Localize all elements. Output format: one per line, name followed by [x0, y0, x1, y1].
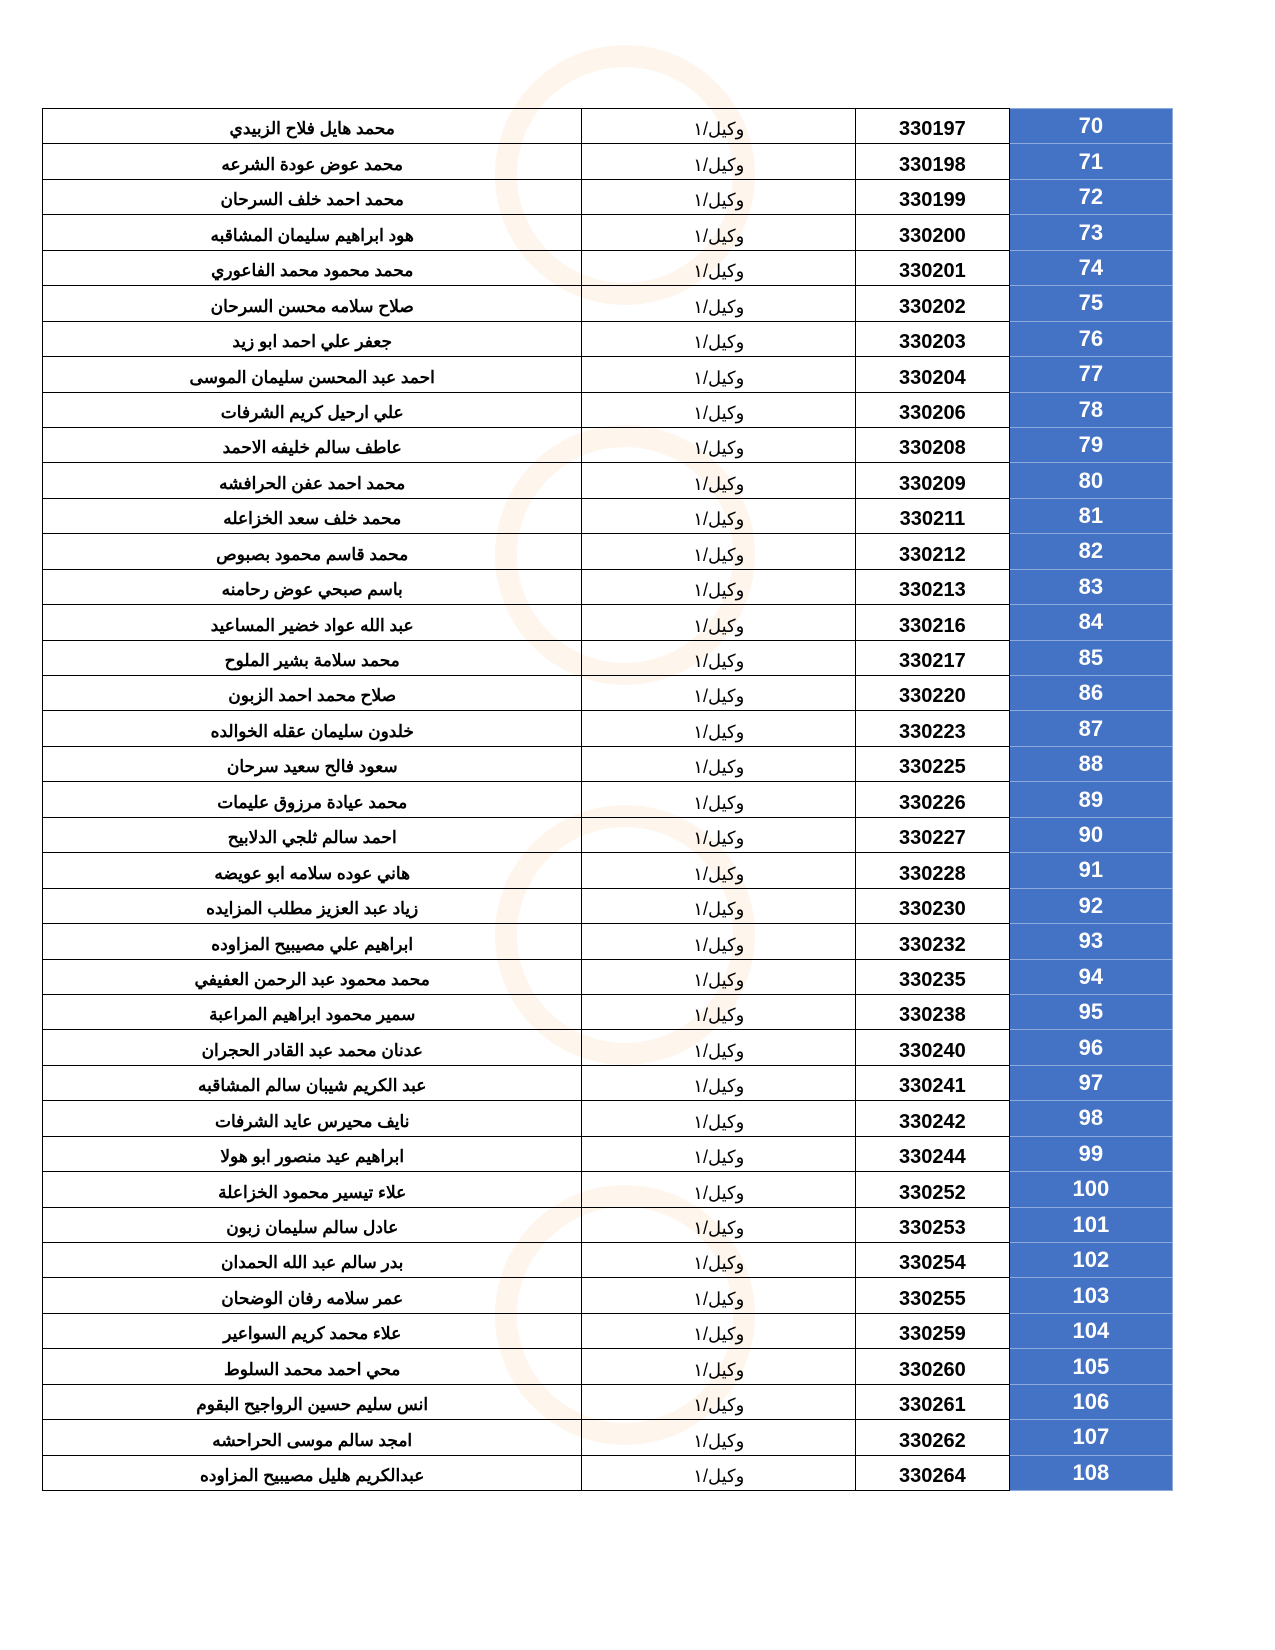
table-row — [43, 605, 1173, 640]
table-row — [43, 215, 1173, 250]
number-cell: 89 — [1009, 782, 1172, 817]
name-cell: محمد خلف سعد الخزاعله — [43, 498, 582, 533]
table-row — [43, 1278, 1173, 1313]
role-cell: وكيل/١ — [582, 676, 856, 711]
role-cell: وكيل/١ — [582, 534, 856, 569]
id-cell: 330241 — [856, 1065, 1010, 1100]
number-cell: 104 — [1009, 1313, 1172, 1348]
name-cell: امجد سالم موسى الحراحشه — [43, 1420, 582, 1455]
table-row — [43, 109, 1173, 144]
number-cell: 100 — [1009, 1172, 1172, 1207]
number-cell: 85 — [1009, 640, 1172, 675]
id-cell: 330204 — [856, 357, 1010, 392]
number-cell: 101 — [1009, 1207, 1172, 1242]
number-cell: 108 — [1009, 1455, 1172, 1490]
number-cell: 107 — [1009, 1420, 1172, 1455]
name-cell: نايف محيرس عايد الشرفات — [43, 1101, 582, 1136]
name-cell: عمر سلامه رفان الوضحان — [43, 1278, 582, 1313]
number-cell: 77 — [1009, 357, 1172, 392]
id-cell: 330213 — [856, 569, 1010, 604]
name-cell: خلدون سليمان عقله الخوالده — [43, 711, 582, 746]
id-cell: 330198 — [856, 144, 1010, 179]
table-row — [43, 746, 1173, 781]
number-cell: 86 — [1009, 676, 1172, 711]
table-row — [43, 463, 1173, 498]
name-cell: عدنان محمد عبد القادر الحجران — [43, 1030, 582, 1065]
id-cell: 330206 — [856, 392, 1010, 427]
number-cell: 73 — [1009, 215, 1172, 250]
role-cell: وكيل/١ — [582, 924, 856, 959]
number-cell: 99 — [1009, 1136, 1172, 1171]
table-row — [43, 357, 1173, 392]
id-cell: 330202 — [856, 286, 1010, 321]
role-cell: وكيل/١ — [582, 357, 856, 392]
id-cell: 330226 — [856, 782, 1010, 817]
id-cell: 330232 — [856, 924, 1010, 959]
id-cell: 330261 — [856, 1384, 1010, 1419]
role-cell: وكيل/١ — [582, 1065, 856, 1100]
table-row — [43, 711, 1173, 746]
number-cell: 81 — [1009, 498, 1172, 533]
role-cell: وكيل/١ — [582, 109, 856, 144]
role-cell: وكيل/١ — [582, 1313, 856, 1348]
role-cell: وكيل/١ — [582, 605, 856, 640]
name-cell: علاء محمد كريم السواعير — [43, 1313, 582, 1348]
number-cell: 90 — [1009, 817, 1172, 852]
name-cell: احمد سالم ثلجي الدلابيح — [43, 817, 582, 852]
number-cell: 78 — [1009, 392, 1172, 427]
id-cell: 330242 — [856, 1101, 1010, 1136]
id-cell: 330220 — [856, 676, 1010, 711]
number-cell: 83 — [1009, 569, 1172, 604]
role-cell: وكيل/١ — [582, 392, 856, 427]
table-row — [43, 1313, 1173, 1348]
number-cell: 74 — [1009, 250, 1172, 285]
name-cell: محمد محمود عبد الرحمن العفيفي — [43, 959, 582, 994]
role-cell: وكيل/١ — [582, 817, 856, 852]
role-cell: وكيل/١ — [582, 1207, 856, 1242]
name-cell: هاني عوده سلامه ابو عويضه — [43, 853, 582, 888]
number-cell: 106 — [1009, 1384, 1172, 1419]
role-cell: وكيل/١ — [582, 1136, 856, 1171]
id-cell: 330212 — [856, 534, 1010, 569]
id-cell: 330225 — [856, 746, 1010, 781]
number-cell: 87 — [1009, 711, 1172, 746]
table-row — [43, 676, 1173, 711]
role-cell: وكيل/١ — [582, 959, 856, 994]
id-cell: 330253 — [856, 1207, 1010, 1242]
name-cell: عبدالكريم هليل مصيبيح المزاوده — [43, 1455, 582, 1490]
table-row — [43, 782, 1173, 817]
role-cell: وكيل/١ — [582, 640, 856, 675]
number-cell: 95 — [1009, 994, 1172, 1029]
role-cell: وكيل/١ — [582, 286, 856, 321]
name-cell: علاء تيسير محمود الخزاعلة — [43, 1172, 582, 1207]
name-cell: عبد الله عواد خضير المساعيد — [43, 605, 582, 640]
number-cell: 70 — [1009, 109, 1172, 144]
table-row — [43, 1172, 1173, 1207]
name-cell: محمد سلامة بشير الملوح — [43, 640, 582, 675]
table-row — [43, 1243, 1173, 1278]
number-cell: 98 — [1009, 1101, 1172, 1136]
name-cell: احمد عبد المحسن سليمان الموسى — [43, 357, 582, 392]
number-cell: 92 — [1009, 888, 1172, 923]
name-cell: سمير محمود ابراهيم المراعبة — [43, 994, 582, 1029]
name-cell: محمد عيادة مرزوق عليمات — [43, 782, 582, 817]
name-cell: محمد احمد عفن الحرافشه — [43, 463, 582, 498]
id-cell: 330255 — [856, 1278, 1010, 1313]
name-cell: عادل سالم سليمان زبون — [43, 1207, 582, 1242]
role-cell: وكيل/١ — [582, 498, 856, 533]
role-cell: وكيل/١ — [582, 463, 856, 498]
id-cell: 330199 — [856, 179, 1010, 214]
id-cell: 330260 — [856, 1349, 1010, 1384]
role-cell: وكيل/١ — [582, 888, 856, 923]
role-cell: وكيل/١ — [582, 711, 856, 746]
number-cell: 94 — [1009, 959, 1172, 994]
table-body — [43, 109, 1173, 1491]
id-cell: 330235 — [856, 959, 1010, 994]
table-row — [43, 427, 1173, 462]
id-cell: 330230 — [856, 888, 1010, 923]
table-row — [43, 924, 1173, 959]
table-row — [43, 250, 1173, 285]
id-cell: 330211 — [856, 498, 1010, 533]
number-cell: 93 — [1009, 924, 1172, 959]
table-row — [43, 569, 1173, 604]
role-cell: وكيل/١ — [582, 1384, 856, 1419]
id-cell: 330209 — [856, 463, 1010, 498]
number-cell: 105 — [1009, 1349, 1172, 1384]
number-cell: 79 — [1009, 427, 1172, 462]
id-cell: 330262 — [856, 1420, 1010, 1455]
number-cell: 71 — [1009, 144, 1172, 179]
table-row — [43, 1101, 1173, 1136]
table-row — [43, 1065, 1173, 1100]
number-cell: 96 — [1009, 1030, 1172, 1065]
number-cell: 102 — [1009, 1243, 1172, 1278]
name-cell: علي ارحيل كريم الشرفات — [43, 392, 582, 427]
table-row — [43, 321, 1173, 356]
id-cell: 330203 — [856, 321, 1010, 356]
role-cell: وكيل/١ — [582, 1349, 856, 1384]
number-cell: 97 — [1009, 1065, 1172, 1100]
table-row — [43, 817, 1173, 852]
table-row — [43, 392, 1173, 427]
name-cell: محمد احمد خلف السرحان — [43, 179, 582, 214]
id-cell: 330216 — [856, 605, 1010, 640]
role-cell: وكيل/١ — [582, 1455, 856, 1490]
id-cell: 330252 — [856, 1172, 1010, 1207]
number-cell: 75 — [1009, 286, 1172, 321]
number-cell: 84 — [1009, 605, 1172, 640]
name-cell: صلاح محمد احمد الزبون — [43, 676, 582, 711]
personnel-table — [42, 108, 1173, 1491]
name-cell: محي احمد محمد السلوط — [43, 1349, 582, 1384]
id-cell: 330240 — [856, 1030, 1010, 1065]
table-row — [43, 640, 1173, 675]
table-row — [43, 498, 1173, 533]
number-cell: 88 — [1009, 746, 1172, 781]
role-cell: وكيل/١ — [582, 215, 856, 250]
name-cell: محمد محمود محمد الفاعوري — [43, 250, 582, 285]
name-cell: عبد الكريم شيبان سالم المشاقبه — [43, 1065, 582, 1100]
name-cell: جعفر علي احمد ابو زيد — [43, 321, 582, 356]
id-cell: 330238 — [856, 994, 1010, 1029]
table-row — [43, 1030, 1173, 1065]
number-cell: 103 — [1009, 1278, 1172, 1313]
table-row — [43, 888, 1173, 923]
role-cell: وكيل/١ — [582, 427, 856, 462]
role-cell: وكيل/١ — [582, 1420, 856, 1455]
table-row — [43, 1136, 1173, 1171]
name-cell: زياد عبد العزيز مطلب المزايده — [43, 888, 582, 923]
role-cell: وكيل/١ — [582, 1030, 856, 1065]
role-cell: وكيل/١ — [582, 1101, 856, 1136]
table-row — [43, 1207, 1173, 1242]
id-cell: 330200 — [856, 215, 1010, 250]
name-cell: عاطف سالم خليفه الاحمد — [43, 427, 582, 462]
id-cell: 330223 — [856, 711, 1010, 746]
name-cell: ابراهيم عيد منصور ابو هولا — [43, 1136, 582, 1171]
id-cell: 330217 — [856, 640, 1010, 675]
table-row — [43, 144, 1173, 179]
name-cell: صلاح سلامه محسن السرحان — [43, 286, 582, 321]
id-cell: 330197 — [856, 109, 1010, 144]
table-row — [43, 1349, 1173, 1384]
id-cell: 330227 — [856, 817, 1010, 852]
table-row — [43, 959, 1173, 994]
name-cell: محمد عوض عودة الشرعه — [43, 144, 582, 179]
role-cell: وكيل/١ — [582, 250, 856, 285]
name-cell: انس سليم حسين الرواجيح البقوم — [43, 1384, 582, 1419]
table-row — [43, 179, 1173, 214]
id-cell: 330259 — [856, 1313, 1010, 1348]
name-cell: محمد هايل فلاح الزبيدي — [43, 109, 582, 144]
name-cell: ابراهيم علي مصيبيح المزاوده — [43, 924, 582, 959]
role-cell: وكيل/١ — [582, 321, 856, 356]
table-row — [43, 286, 1173, 321]
id-cell: 330201 — [856, 250, 1010, 285]
role-cell: وكيل/١ — [582, 1243, 856, 1278]
number-cell: 72 — [1009, 179, 1172, 214]
table-row — [43, 994, 1173, 1029]
role-cell: وكيل/١ — [582, 179, 856, 214]
id-cell: 330254 — [856, 1243, 1010, 1278]
table-row — [43, 853, 1173, 888]
table-row — [43, 534, 1173, 569]
id-cell: 330264 — [856, 1455, 1010, 1490]
table-row — [43, 1420, 1173, 1455]
role-cell: وكيل/١ — [582, 746, 856, 781]
role-cell: وكيل/١ — [582, 1278, 856, 1313]
table-row — [43, 1455, 1173, 1490]
table-row — [43, 1384, 1173, 1419]
role-cell: وكيل/١ — [582, 569, 856, 604]
number-cell: 91 — [1009, 853, 1172, 888]
name-cell: محمد قاسم محمود بصبوص — [43, 534, 582, 569]
role-cell: وكيل/١ — [582, 853, 856, 888]
role-cell: وكيل/١ — [582, 994, 856, 1029]
number-cell: 76 — [1009, 321, 1172, 356]
number-cell: 80 — [1009, 463, 1172, 498]
role-cell: وكيل/١ — [582, 144, 856, 179]
number-cell: 82 — [1009, 534, 1172, 569]
name-cell: هود ابراهيم سليمان المشاقبه — [43, 215, 582, 250]
name-cell: بدر سالم عبد الله الحمدان — [43, 1243, 582, 1278]
role-cell: وكيل/١ — [582, 1172, 856, 1207]
id-cell: 330244 — [856, 1136, 1010, 1171]
name-cell: سعود فالح سعيد سرحان — [43, 746, 582, 781]
role-cell: وكيل/١ — [582, 782, 856, 817]
name-cell: باسم صبحي عوض رحامنه — [43, 569, 582, 604]
id-cell: 330208 — [856, 427, 1010, 462]
id-cell: 330228 — [856, 853, 1010, 888]
